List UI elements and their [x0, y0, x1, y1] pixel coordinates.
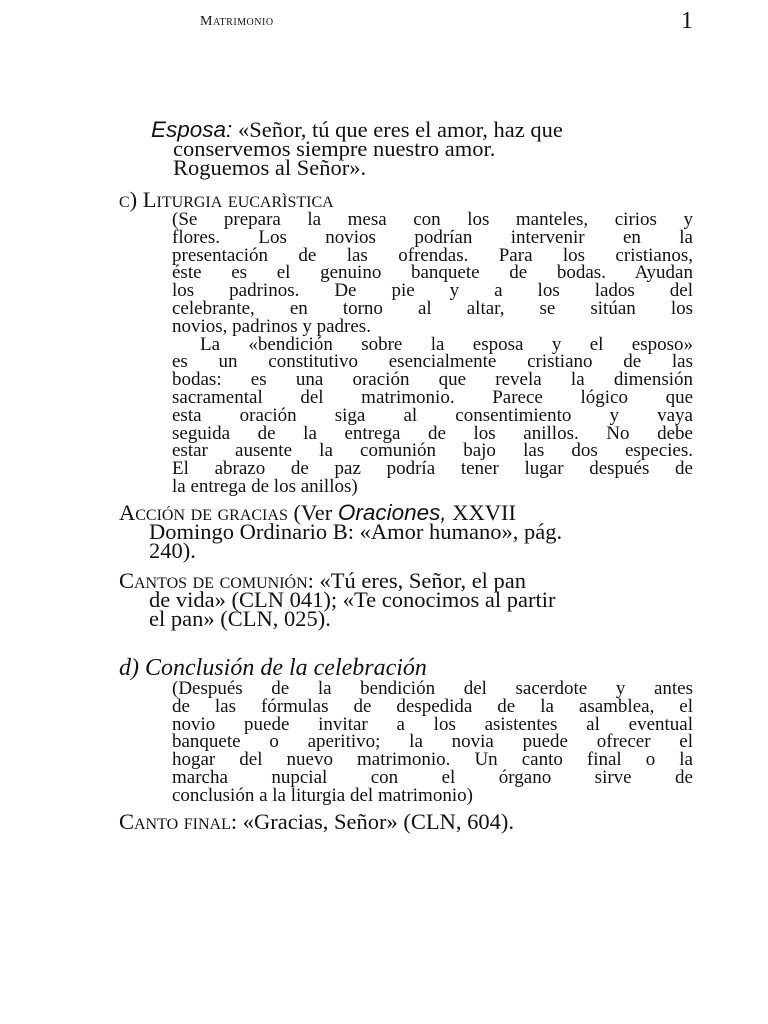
rubric-line: es un constitutivo esencialmente cristiano de las	[172, 351, 693, 373]
accion-label: Acción de gracias	[119, 500, 288, 525]
esposa-line-3: Roguemos al Señor».	[173, 155, 367, 180]
rubric-line: El abrazo de paz podría tener lugar después de	[172, 458, 693, 480]
rubric-line: novios, padrinos y padres.	[172, 315, 371, 337]
rubric-line: de las fórmulas de despedida de la asamblea, el	[172, 695, 693, 717]
rubric-line: seguida de la entrega de los anillos. No debe	[172, 422, 693, 444]
canto-final	[119, 809, 699, 834]
accion-text: (Ver	[287, 500, 338, 525]
cantos-text: : «Tú eres, Señor, el pan	[307, 568, 527, 593]
conclusion-rubric	[172, 680, 693, 805]
accion-de-gracias	[119, 500, 699, 563]
rubric-line: estar ausente la comunión bajo las dos especies.	[172, 440, 693, 462]
rubric-line: banquete o aperitivo; la novia puede ofrecer el	[172, 731, 693, 753]
rubric-line: (Se prepara la mesa con los manteles, cirios y	[172, 209, 693, 230]
rubric-line: flores. Los novios podrían intervenir en la	[172, 226, 693, 248]
rubric-line: esta oración siga al consentimiento y vaya	[172, 404, 693, 426]
esposa-line-2: conservemos siempre nuestro amor.	[173, 136, 496, 161]
rubric-line: éste es el genuino banquete de bodas. Ayudan	[172, 262, 693, 284]
esposa-line-1: «Señor, tú que eres el amor, haz que	[237, 117, 563, 142]
rubric-line: bodas: es una oración que revela la dimensión	[172, 369, 693, 391]
rubric-line: (Después de la bendición del sacerdote y antes	[172, 678, 693, 699]
conclusion-heading: d) Conclusión de la celebración	[119, 655, 427, 681]
canto-final-text: : «Gracias, Señor» (CLN, 604).	[230, 809, 514, 834]
accion-ref: Oraciones,	[337, 500, 447, 525]
rubric-line: hogar del nuevo matrimonio. Un canto final o la	[172, 749, 693, 771]
esposa-prayer	[151, 117, 691, 180]
running-header: Matrimonio	[200, 14, 274, 29]
esposa-label: Esposa:	[151, 117, 233, 142]
rubric-line: la entrega de los anillos)	[172, 475, 358, 497]
accion-text-2: XXVII	[446, 500, 516, 525]
rubric-line: conclusión a la liturgia del matrimonio)	[172, 784, 473, 806]
rubric-line: los padrinos. De pie y a los lados del	[172, 280, 693, 302]
rubric-line: presentación de las ofrendas. Para los cristianos,	[172, 244, 693, 266]
rubric-line: marcha nupcial con el órgano sirve de	[172, 766, 693, 788]
liturgia-heading: c) Liturgia eucarìstica	[119, 187, 334, 212]
rubric-line: La «bendición sobre la esposa y el esposo»	[200, 333, 693, 355]
liturgia-rubric	[172, 211, 693, 496]
accion-line: 240).	[149, 538, 196, 563]
cantos-line: de vida» (CLN 041); «Te conocimos al partir	[149, 587, 556, 612]
page-number: 1	[681, 8, 693, 34]
cantos-label: Cantos de comunión	[119, 568, 308, 593]
rubric-line: sacramental del matrimonio. Parece lógico que	[172, 386, 693, 408]
canto-final-label: Canto final	[119, 809, 231, 834]
cantos-de-comunion	[119, 568, 699, 631]
accion-line: Domingo Ordinario B: «Amor humano», pág.	[149, 519, 563, 544]
rubric-line: novio puede invitar a los asistentes al eventual	[172, 713, 693, 735]
rubric-line: celebrante, en torno al altar, se sitúan los	[172, 297, 693, 319]
cantos-line: el pan» (CLN, 025).	[149, 606, 331, 631]
